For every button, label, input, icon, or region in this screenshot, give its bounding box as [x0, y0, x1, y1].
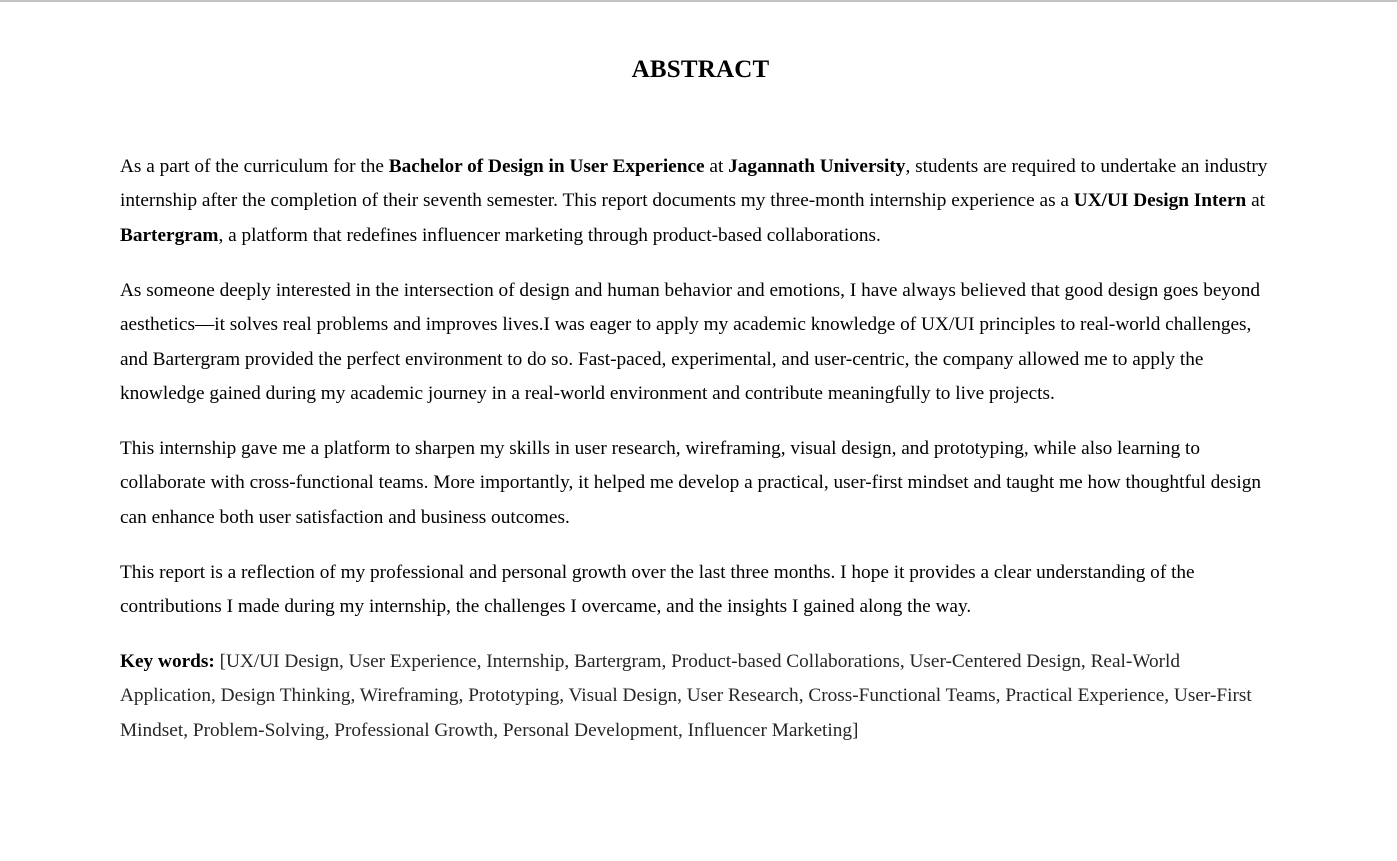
- intern-role: UX/UI Design Intern: [1073, 190, 1247, 212]
- abstract-title: ABSTRACT: [631, 56, 770, 83]
- university-name: Jagannath University: [728, 156, 906, 177]
- abstract-body: [120, 150, 1270, 748]
- intro-text-2: at: [704, 156, 729, 177]
- intro-text-1: As a part of the curriculum for the: [120, 156, 389, 177]
- keywords-section: [120, 645, 1270, 748]
- intro-text-4: at: [1246, 190, 1265, 212]
- paragraph-skills: This internship gave me a platform to sharpen my skills in user research, wireframing, visual design, and prototyping, while also learning to collaborate with cross-functional teams. More importantly, it helped me develop a practical, user-first mindset and taught me how thoughtful design can enhance both user satisfaction and business outcomes.: [120, 437, 1262, 528]
- keywords-label: Key words:: [120, 650, 215, 672]
- company-name: Bartergram: [120, 224, 219, 246]
- paragraph-motivation: As someone deeply interested in the intersection of design and human behavior and emotions, I have always believed that good design goes beyond aesthetics—it solves real problems and improves lives.I was eager to apply my academic knowledge of UX/UI principles to real-world challenges, and Bartergram provided the perfect environment to do so. Fast-paced, experimental, and user-centric, the company allowed me to apply the knowledge gained during my academic journey in a real-world environment and contribute meaningfully to live projects.: [120, 279, 1260, 404]
- intro-text-5: , a platform that redefines influencer marketing through product-based collaborations.: [218, 224, 881, 246]
- keywords-list: [UX/UI Design, User Experience, Internship, Bartergram, Product-based Collaborations, User-Centered Design, Real-World Application, Design Thinking, Wireframing, Prototyping, Visual Design, User Research, Cross-Functional Teams, Practical Experience, User-First Mindset, Problem-Solving, Professional Growth, Personal Development, Influencer Marketing]: [120, 650, 1252, 741]
- paragraph-intro: [120, 150, 1270, 253]
- paragraph-reflection: This report is a reflection of my professional and personal growth over the last three months. I hope it provides a clear understanding of the contributions I made during my internship, the challenges I overcame, and the insights I gained along the way.: [120, 561, 1195, 617]
- degree-name: Bachelor of Design in User Experience: [388, 156, 705, 177]
- intro-text-3: , students are required to undertake an industry internship after the completion of their seventh semester. This report documents my three-month internship experience as a: [120, 156, 1268, 212]
